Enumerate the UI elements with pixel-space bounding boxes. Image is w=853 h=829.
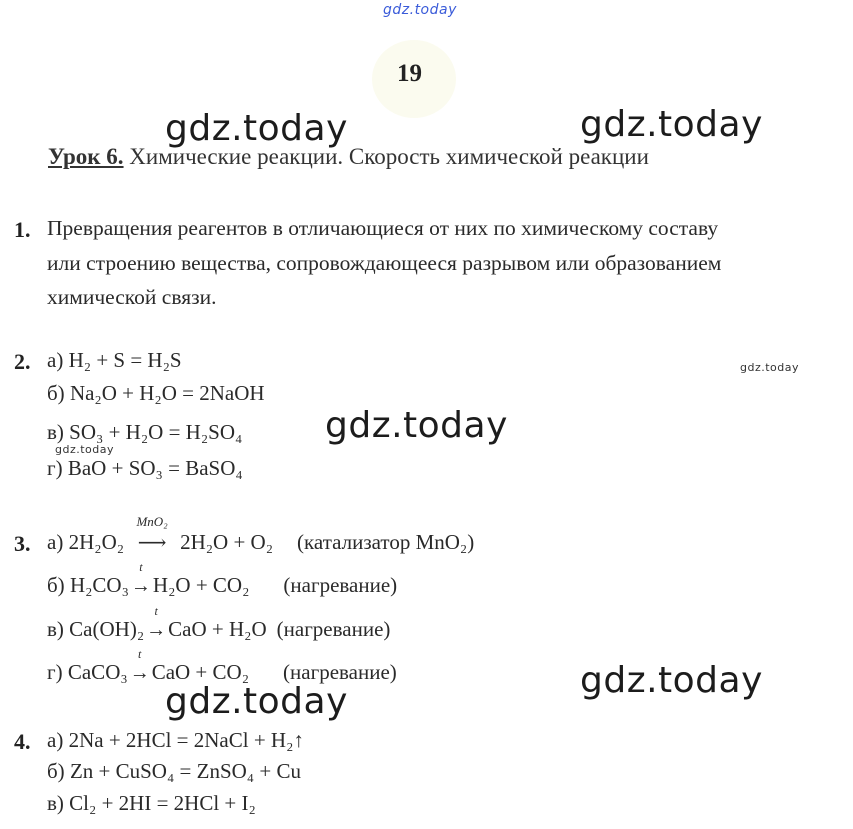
- reaction-arrow: MnO₂ ⟶: [136, 514, 168, 554]
- equation-line: в) SO₃ + H₂O = H₂SO₄: [47, 420, 243, 444]
- equation-line: а) H₂ + S = H₂S: [47, 348, 182, 372]
- reaction-arrow: t →: [130, 560, 151, 597]
- lesson-label: Урок 6.: [48, 144, 124, 169]
- lesson-heading: [48, 144, 649, 170]
- watermark-small: gdz.today: [740, 361, 800, 374]
- reaction-note: (нагревание): [283, 573, 398, 597]
- equation-line: в) Ca(OH)₂ t →CaO + H₂O (нагревание): [47, 604, 391, 641]
- watermark-large: gdz.today: [580, 104, 763, 145]
- reaction-note: (нагревание): [276, 617, 391, 641]
- equation-line: а) 2Na + 2HCl = 2NaCl + H₂↑: [47, 728, 304, 752]
- equation-line: б) Na₂O + H₂O = 2NaOH: [47, 381, 265, 405]
- watermark-large: gdz.today: [165, 681, 348, 722]
- equation-line: г) CaCO₃ t →CaO + CO₂ (нагревание): [47, 647, 397, 684]
- task1-line: Превращения реагентов в отличающиеся от них по химическому составу: [47, 216, 719, 240]
- task-number: 1.: [14, 217, 31, 242]
- equation-line: а) 2H₂O₂ MnO₂ ⟶ 2H₂O + O₂ (катализатор MnO₂): [47, 514, 475, 554]
- watermark-top: gdz.today: [383, 2, 457, 18]
- page-number: 19: [397, 60, 422, 87]
- task-number: 4.: [14, 729, 31, 754]
- watermark-large: gdz.today: [325, 405, 508, 446]
- equation-line: г) BaO + SO₃ = BaSO₄: [47, 456, 243, 480]
- task-number: 2.: [14, 349, 31, 374]
- task1-line: химической связи.: [47, 285, 217, 309]
- watermark-large: gdz.today: [165, 108, 348, 149]
- equation-line: б) Zn + CuSO₄ = ZnSO₄ + Cu: [47, 759, 301, 783]
- reaction-note: (нагревание): [283, 660, 397, 684]
- lesson-title: Химические реакции. Скорость химической реакции: [129, 144, 649, 169]
- reaction-arrow: t →: [146, 604, 167, 641]
- task1-line: или строению вещества, сопровождающееся разрывом или образованием: [47, 251, 722, 275]
- watermark-small: gdz.today: [55, 443, 115, 456]
- equation-line: в) Cl₂ + 2HI = 2HCl + I₂: [47, 791, 256, 815]
- equation-line: б) H₂CO₃ t →H₂O + CO₂ (нагревание): [47, 560, 398, 597]
- watermark-large: gdz.today: [580, 660, 763, 701]
- task-number: 3.: [14, 531, 31, 556]
- reaction-note: (катализатор MnO₂): [297, 530, 475, 554]
- reaction-arrow: t →: [129, 647, 150, 684]
